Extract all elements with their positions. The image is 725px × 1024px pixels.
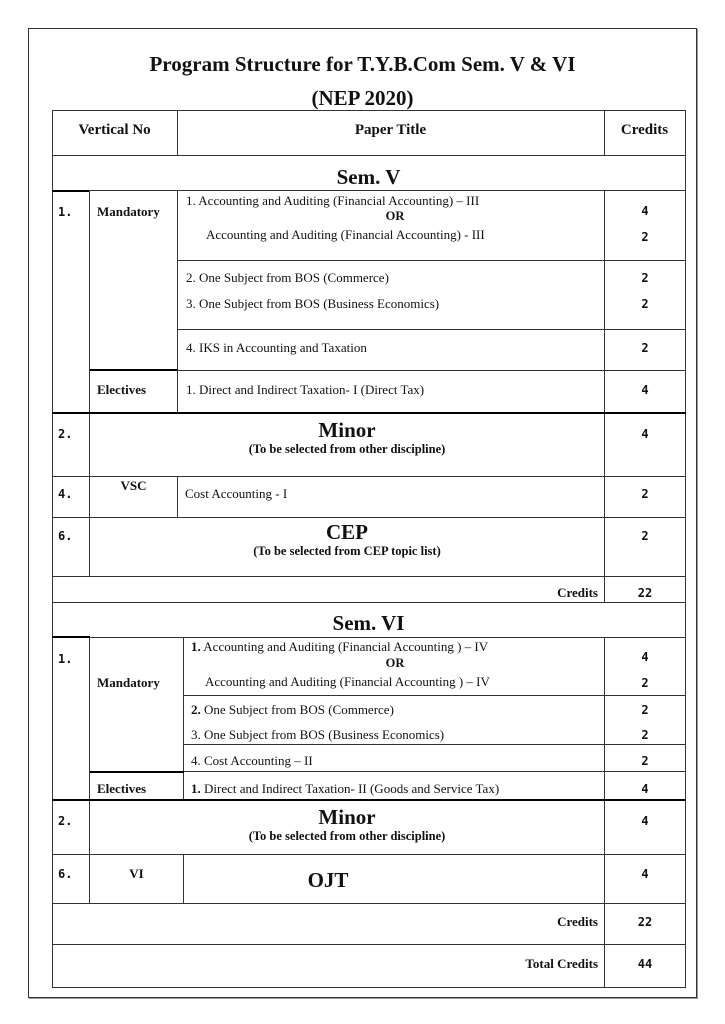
sem5-paper-1a: 1. Accounting and Auditing (Financial Accounting) – III [186,193,480,208]
total-credits-label: Total Credits [525,956,598,971]
sem5-paper-2: 2. One Subject from BOS (Commerce) [186,270,389,285]
sem6-credits-total: 22 [637,915,653,929]
sem6-heading: Sem. VI [332,611,405,635]
sem5-row2-number: 2. [58,427,73,441]
sem6-minor-title: Minor [318,805,376,829]
sem5-minor-subtitle: (To be selected from other discipline) [248,442,446,456]
sem5-credits-total: 22 [637,586,653,600]
sem6-credits-label: Credits [557,914,598,929]
sem5-mandatory-label: Mandatory [97,204,160,219]
sem6-credit-1a: 4 [641,650,649,664]
sem6-elective-text: Direct and Indirect Taxation- II (Goods and Service Tax) [200,781,500,796]
sem6-elective-paper [191,781,499,797]
sem5-paper-3: 3. One Subject from BOS (Business Economics) [186,296,440,311]
sem5-credit-4: 2 [641,341,649,355]
sem5-row1-number: 1. [58,205,73,219]
header-paper-title: Paper Title [354,122,427,138]
sem5-heading: Sem. V [336,165,401,189]
sem6-elective-number: 1. [191,781,201,796]
sem6-paper-1a-text: Accounting and Auditing (Financial Accounting ) – IV [200,639,489,654]
sem5-vsc-paper: Cost Accounting - I [185,486,288,501]
document-subtitle: (NEP 2020) [311,86,414,110]
sem6-paper-2-text: One Subject from BOS (Commerce) [200,702,394,717]
sem5-minor-credit: 4 [641,427,649,441]
sem6-paper-1b: Accounting and Auditing (Financial Accounting ) – IV [205,674,490,689]
sem5-paper-4: 4. IKS in Accounting and Taxation [186,340,367,355]
sem6-row1-number: 1. [58,652,73,666]
sem6-paper-1a-number: 1. [191,639,201,654]
sem5-row6-number: 6. [58,529,73,543]
sem6-paper-1a [191,639,488,655]
document-title: Program Structure for T.Y.B.Com Sem. V & VI [149,52,576,76]
sem5-credit-1a: 4 [641,204,649,218]
sem5-vsc-credit: 2 [641,487,649,501]
sem6-ojt-title: OJT [307,868,349,892]
sem6-row6-number: 6. [58,867,73,881]
sem5-credit-2: 2 [641,271,649,285]
sem5-cep-credit: 2 [641,529,649,543]
sem5-row4-number: 4. [58,487,73,501]
sem6-paper-4: 4. Cost Accounting – II [191,753,313,768]
sem6-minor-subtitle: (To be selected from other discipline) [248,829,446,843]
sem5-elective-paper: 1. Direct and Indirect Taxation- I (Direct Tax) [186,382,425,397]
header-credits: Credits [620,122,669,138]
sem6-electives-label: Electives [97,781,147,796]
sem5-cep-title: CEP [326,520,368,544]
sem5-credit-3: 2 [641,297,649,311]
sem6-minor-credit: 4 [641,814,649,828]
header-vertical-no: Vertical No [78,122,151,138]
sem6-credit-1b: 2 [641,676,649,690]
sem6-mandatory-label: Mandatory [97,675,160,690]
sem6-paper-2 [191,702,394,718]
sem5-or-label: OR [385,209,405,223]
sem6-paper-2-number: 2. [191,702,201,717]
sem6-credit-2: 2 [641,703,649,717]
sem6-vi-label: VI [129,866,144,881]
sem5-minor-title: Minor [318,418,376,442]
sem6-ojt-credit: 4 [641,867,649,881]
sem6-paper-3: 3. One Subject from BOS (Business Economics) [191,727,445,742]
sem6-or-label: OR [385,656,405,670]
sem6-credit-4: 2 [641,754,649,768]
total-credits-value: 44 [637,957,653,971]
sem6-elective-credit: 4 [641,782,649,796]
sem5-elective-credit: 4 [641,383,649,397]
sem5-paper-1b: Accounting and Auditing (Financial Accounting) - III [206,227,485,242]
sem6-credit-3: 2 [641,728,649,742]
sem5-cep-subtitle: (To be selected from CEP topic list) [253,544,441,558]
sem6-row2-number: 2. [58,814,73,828]
sem5-electives-label: Electives [97,382,147,397]
sem5-credits-label: Credits [557,585,598,600]
sem5-vsc-label: VSC [120,478,147,493]
sem5-credit-1b: 2 [641,230,649,244]
